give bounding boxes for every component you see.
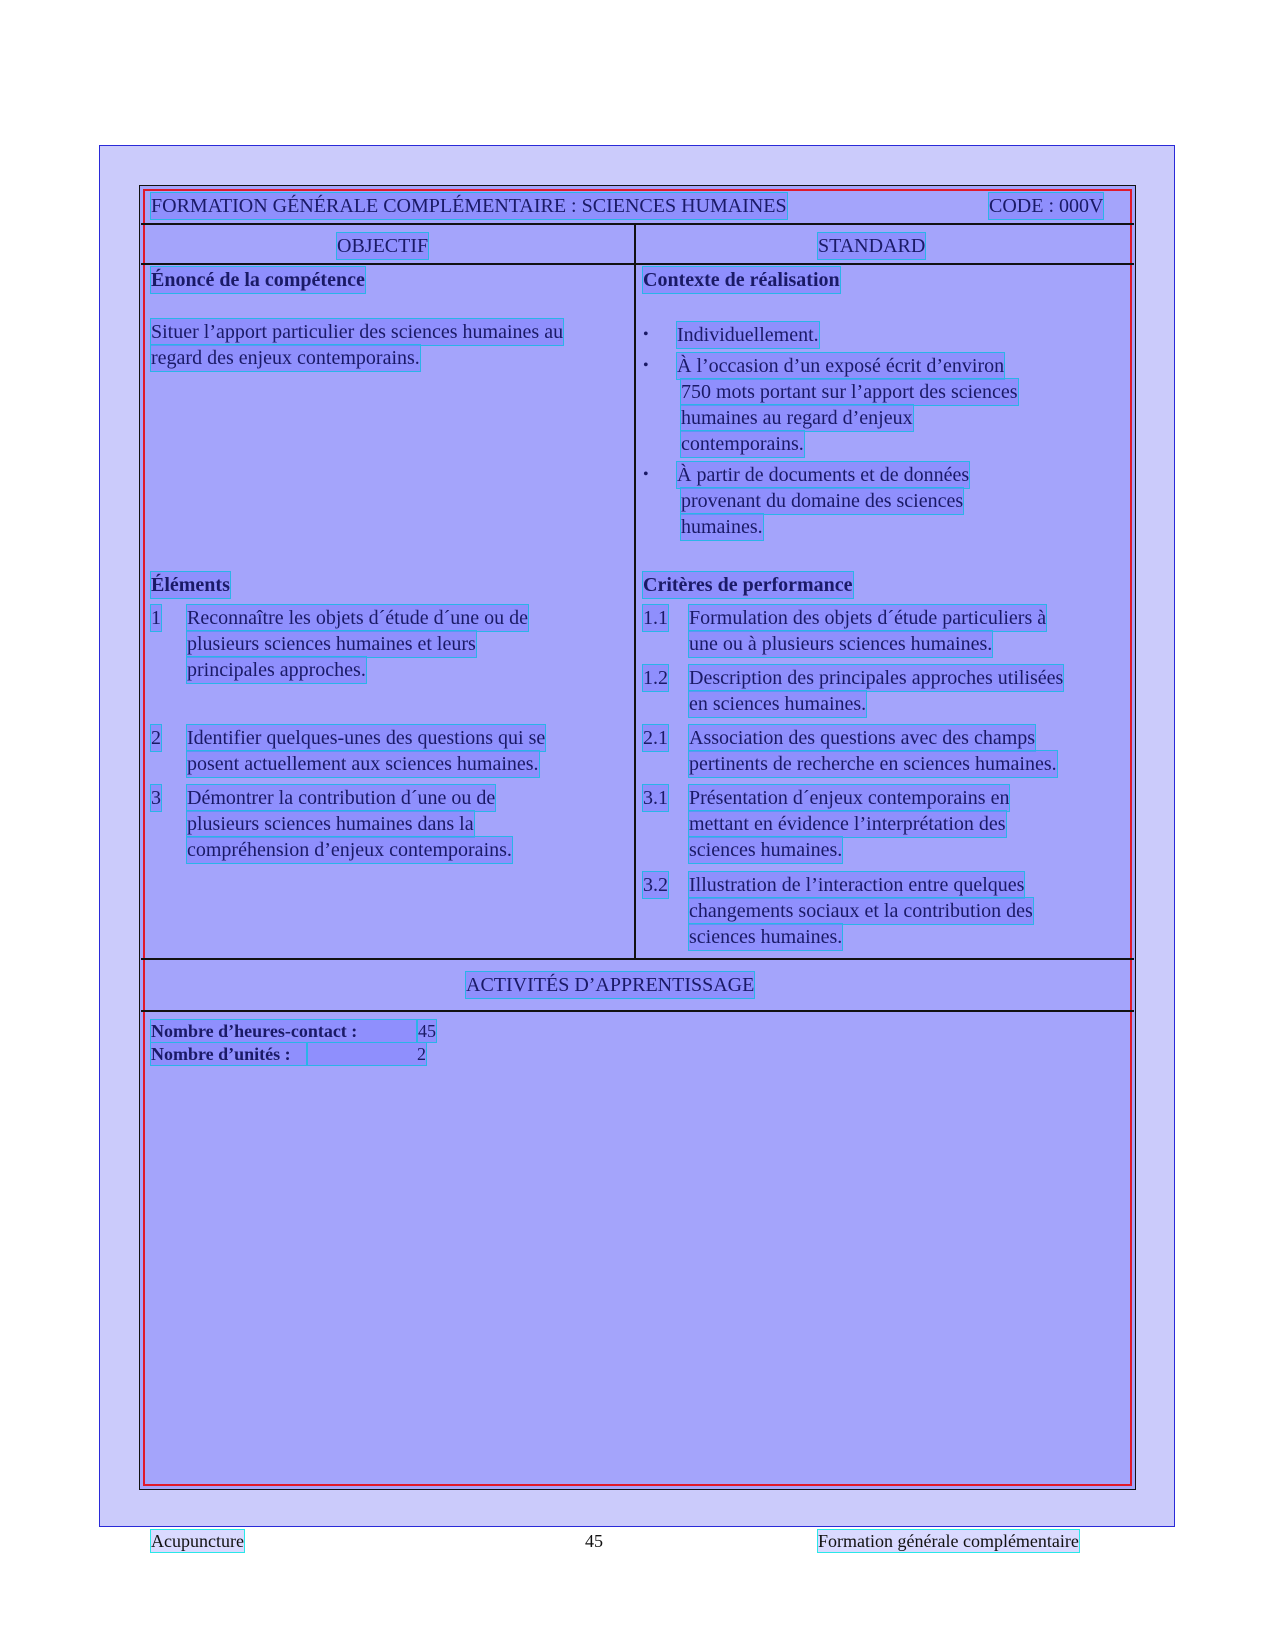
bullet-glyph: • — [643, 357, 649, 374]
hours-value: 45 — [418, 1021, 436, 1041]
critere-line: Association des questions avec des champs — [689, 727, 1036, 749]
critere-line: Formulation des objets d´étude particuliers à — [689, 607, 1047, 629]
element-line: principales approches. — [187, 659, 366, 681]
rule-columns-bottom — [141, 263, 1134, 265]
column-heading-standard: STANDARD — [818, 235, 926, 257]
contexte-item-line: À partir de documents et de données — [677, 464, 970, 486]
bullet-glyph: • — [643, 466, 649, 483]
criteres-heading: Critères de performance — [643, 574, 853, 596]
contexte-item-line: Individuellement. — [677, 324, 819, 346]
critere-line: sciences humaines. — [689, 839, 843, 861]
rule-sections-bottom — [141, 958, 1134, 960]
contexte-item-line: humaines. — [681, 516, 763, 538]
rule-activities-bottom — [141, 1010, 1134, 1012]
critere-line: mettant en évidence l’interprétation des — [689, 813, 1006, 835]
critere-line: pertinents de recherche en sciences humaines. — [689, 753, 1057, 775]
units-label: Nombre d’unités : — [151, 1043, 306, 1065]
contexte-item-line: À l’occasion d’un exposé écrit d’environ — [677, 355, 1005, 377]
critere-line: une ou à plusieurs sciences humaines. — [689, 633, 993, 655]
footer-page-number: 45 — [585, 1531, 603, 1551]
activites-heading: ACTIVITÉS D’APPRENTISSAGE — [466, 974, 755, 996]
contexte-item-line: humaines au regard d’enjeux — [681, 407, 913, 429]
element-number: 1 — [151, 607, 161, 629]
element-line: Reconnaître les objets d´étude d´une ou de — [187, 607, 528, 629]
critere-line: Illustration de l’interaction entre quelques — [689, 874, 1025, 896]
units-value: 2 — [308, 1043, 426, 1065]
critere-number: 3.1 — [643, 787, 668, 809]
critere-line: en sciences humaines. — [689, 693, 867, 715]
contexte-heading: Contexte de réalisation — [643, 269, 840, 291]
critere-line: Présentation d´enjeux contemporains en — [689, 787, 1010, 809]
enonce-line: Situer l’apport particulier des sciences humaines au — [151, 321, 564, 343]
critere-line: Description des principales approches utilisées — [689, 667, 1064, 689]
enonce-heading: Énoncé de la compétence — [151, 269, 365, 291]
critere-number: 3.2 — [643, 874, 668, 896]
footer-right: Formation générale complémentaire — [818, 1531, 1079, 1551]
element-line: compréhension d’enjeux contemporains. — [187, 839, 512, 861]
elements-heading: Éléments — [151, 574, 230, 596]
contexte-item-line: contemporains. — [681, 433, 804, 455]
form-code: CODE : 000V — [989, 195, 1104, 217]
element-number: 2 — [151, 727, 161, 749]
element-line: posent actuellement aux sciences humaines. — [187, 753, 539, 775]
hours-label: Nombre d’heures-contact : — [151, 1020, 416, 1042]
contexte-item-line: 750 mots portant sur l’apport des sciences — [681, 381, 1018, 403]
rule-column-divider — [634, 223, 636, 958]
element-line: Identifier quelques-unes des questions qui se — [187, 727, 546, 749]
element-line: plusieurs sciences humaines et leurs — [187, 633, 476, 655]
critere-line: sciences humaines. — [689, 926, 843, 948]
element-line: plusieurs sciences humaines dans la — [187, 813, 474, 835]
column-heading-objectif: OBJECTIF — [337, 235, 429, 257]
contexte-item-line: provenant du domaine des sciences — [681, 490, 964, 512]
critere-number: 1.1 — [643, 607, 668, 629]
footer-left: Acupuncture — [151, 1531, 244, 1551]
rule-header-bottom — [141, 223, 1134, 225]
element-line: Démontrer la contribution d´une ou de — [187, 787, 496, 809]
enonce-line: regard des enjeux contemporains. — [151, 347, 420, 369]
bullet-glyph: • — [643, 326, 649, 343]
critere-number: 2.1 — [643, 727, 668, 749]
form-title: FORMATION GÉNÉRALE COMPLÉMENTAIRE : SCIENCES HUMAINES — [151, 195, 787, 217]
critere-number: 1.2 — [643, 667, 668, 689]
critere-line: changements sociaux et la contribution des — [689, 900, 1033, 922]
element-number: 3 — [151, 787, 161, 809]
